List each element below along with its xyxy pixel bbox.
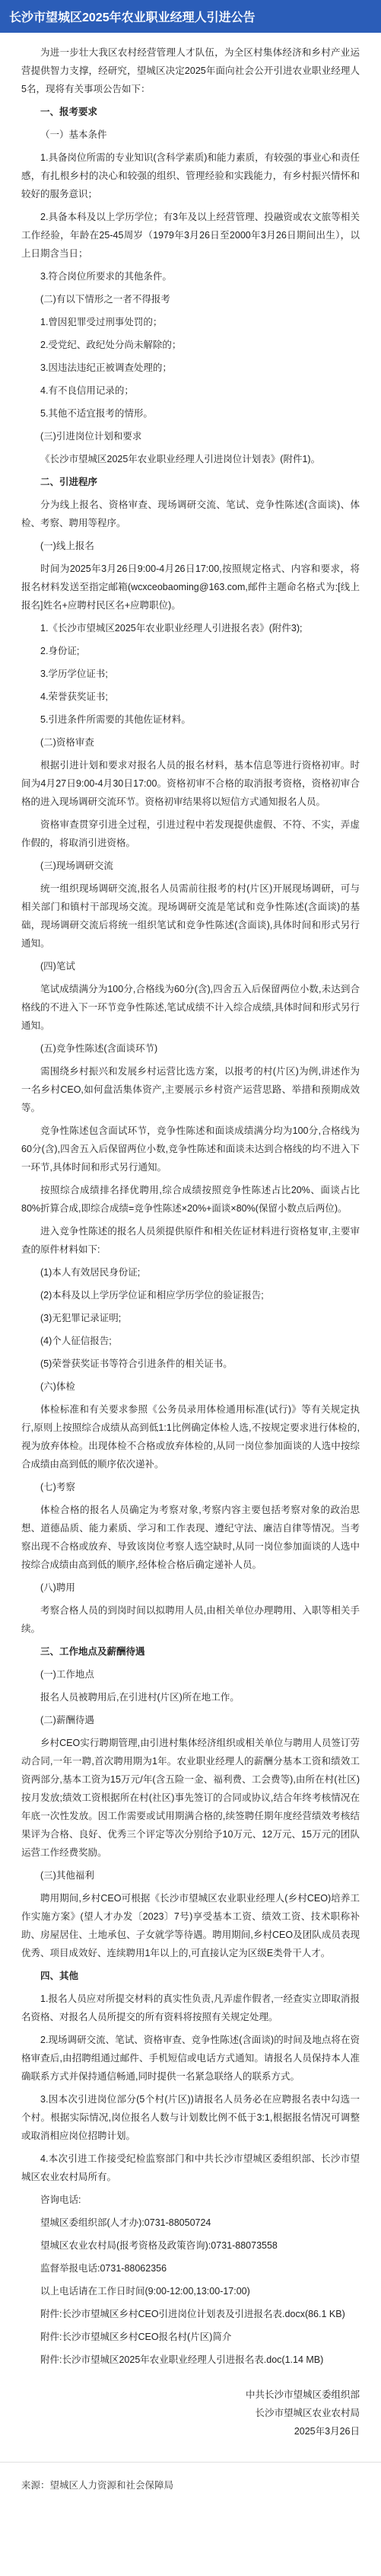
paragraph: 为进一步壮大我区农村经营管理人才队伍，为全区村集体经济和乡村产业运营提供智力支撑，经研究，望城区决定2025年面向社会公开引进农业职业经理人5名，现将有关事项公告如下： [21,47,360,94]
signature-org-1: 中共长沙市望城区委组织部 [245,2389,360,2400]
paragraph: (三)引进岗位计划和要求 [40,431,142,442]
paragraph: (4)个人征信报告; [40,1336,112,1346]
paragraph: (二)薪酬待遇 [40,1715,94,1725]
paragraph: 1.报名人员应对所提交材料的真实性负责,凡弄虚作假者,一经查实立即取消报名资格、对报名人员所提交的所有资料将按照有关规定处理。 [21,1993,360,2022]
paragraph: 分为线上报名、资格审查、现场调研交流、笔试、竞争性陈述(含面谈)、体检、考察、聘用等程序。 [21,500,360,528]
source-line: 来源：望城区人力资源和社会保障局 [21,2480,174,2491]
paragraph: 时间为2025年3月26日9:00-4月26日17:00,按照规定格式、内容和要求，将报名材料发送至指定邮箱(wcxceobaoming@163.com,邮件主题命名格式为:[线上报名]姓名+应聘村民区名+应聘职位)。 [21,563,360,611]
paragraph: (5)荣誉获奖证书等符合引进条件的相关证书。 [40,1358,233,1369]
paragraph: 2.受党纪、政纪处分尚未解除的； [40,340,182,350]
paragraph: 根据引进计划和要求对报名人员的报名材料，基本信息等进行资格初审。时间为4月27日9:00-4月30日17:00。资格初审不合格的取消报考资格，资格初审合格的进入现场调研交流环节。资格初审结果将以短信方式通知报名人员。 [21,760,360,807]
paragraph: 统一组织现场调研交流,报名人员需前往报考的村(片区)开展现场调研，可与相关部门和镇村干部现场交流。现场调研交流是笔试和竞争性陈述(含面谈)的基础，现场调研交流后将统一组织笔试和竞争性陈述(含面谈),具体时间和形式另行通知。 [21,883,360,949]
paragraph: 咨询电话: [40,2195,81,2205]
paragraph: 乡村CEO实行聘期管理,由引进村集体经济组织或相关单位与聘用人员签订劳动合同,一年一聘,首次聘用期为1年。农业职业经理人的薪酬分基本工资和绩效工资两部分,基本工资为15万元/年(含五险一金、福利费、工会费等),由所在村(社区)按月发放;绩效工资根据所在村(社区)事先签订的合同或协议,结合年终考核情况在年底一次性发放。因工作需要或试用期满合格的,续签聘任期年度经营绩效考核结果评为合格、良好、优秀三个评定等次分别给予10万元、12万元、15万元的团队运营工作经费奖励。 [21,1738,360,1858]
paragraph: 4.本次引进工作接受纪检监察部门和中共长沙市望城区委组织部、长沙市望城区农业农村局所有。 [21,2153,360,2182]
paragraph: (1)本人有效居民身份证; [40,1267,141,1278]
page-title: 长沙市望城区2025年农业职业经理人引进公告 [0,0,381,33]
paragraph: 按照综合成绩排名择优聘用,综合成绩按照竞争性陈述占比20%、面谈占比80%折算合成,即综合成绩=竞争性陈述×20%+面谈×80%(保留小数点后两位)。 [21,1185,360,1214]
paragraph: 考察合格人员的到岗时间以拟聘用人员,由相关单位办理聘用、入职等相关手续。 [21,1605,360,1634]
paragraph: (一)线上报名 [40,541,94,551]
paragraph: 资格审查贯穿引进全过程，引进过程中若发现提供虚假、不符、不实，弄虚作假的，将取消引进资格。 [21,819,360,848]
divider [0,2462,381,2463]
paragraph: 监督举报电话:0731-88062356 [40,2263,167,2274]
paragraph: 望城区委组织部(人才办):0731-88050724 [40,2217,211,2228]
section-heading: 一、报考要求 [40,107,98,117]
paragraph: 5.其他不适宜报考的情形。 [40,408,153,419]
paragraph: 3.因本次引进岗位部分(5个村(片区))请报名人员务必在应聘报名表中勾选一个村。根据实际情况,岗位报名人数与计划数比例不低于3:1,根据报名情况可调整或取消相应岗位招聘计划。 [21,2094,360,2141]
paragraph: 聘用期间,乡村CEO可根据《长沙市望城区农业职业经理人(乡村CEO)培养工作实施方案》(望人才办发〔2023〕7号)享受基本工资、绩效工资、技术职称补助、房屋居住、土地承包、子女就学等待遇。聘用期间,乡村CEO及团队成员表现优秀、项目成效好、连续聘用1年以上的,可直接认定为区级E类骨干人才。 [21,1893,360,1958]
paragraph: 需围绕乡村振兴和发展乡村运营比选方案，以报考的村(片区)为例,讲述作为一名乡村CEO,如何盘活集体资产,主要展示乡村资产运营思路、举措和预期成效等。 [21,1066,360,1113]
paragraph: (三)其他福利 [40,1870,94,1881]
paragraph: (二)资格审查 [40,737,94,748]
paragraph: 竞争性陈述包含面试环节，竞争性陈述和面谈成绩满分均为100分,合格线为60分(含),四舍五入后保留两位小数,竞争性陈述和面谈未达到合格线的均不进入下一环节,具体时间和形式另行通知。 [21,1125,360,1173]
section-heading: 三、工作地点及薪酬待遇 [40,1646,145,1657]
paragraph: 附件:长沙市望城区乡村CEO引进岗位计划表及引进报名表.docx(86.1 KB) [40,2309,345,2319]
paragraph: 1.曾因犯罪受过刑事处罚的； [40,317,163,327]
paragraph: 笔试成绩满分为100分,合格线为60分(含),四舍五入后保留两位小数,未达到合格线的不进入下一环节竞争性陈述,笔试成绩不计入综合成绩,具体时间和形式另行通知。 [21,984,360,1031]
article-body [0,33,381,2381]
paragraph: (五)竞争性陈述(含面谈环节) [40,1043,158,1054]
paragraph: (七)考察 [40,1482,75,1492]
paragraph: 4.有不良信用记录的； [40,385,134,396]
paragraph: 2.现场调研交流、笔试、资格审查、竞争性陈述(含面谈)的时间及地点将在资格审查后,由招聘组通过邮件、手机短信或电话方式通知。请报名人员保持本人准确联系方式并保持通信畅通,同时提供一名紧急联络人的联系方式。 [21,2035,360,2082]
paragraph: 3.学历学位证书; [40,669,108,679]
paragraph: 2.身份证; [40,646,80,656]
paragraph: (六)体检 [40,1381,75,1392]
paragraph: （一）基本条件 [40,129,107,140]
section-heading: 四、其他 [40,1971,79,1981]
paragraph: 进入竞争性陈述的报名人员须提供原件和相关佐证材料进行资格复审,主要审查的原件材料如下: [21,1226,360,1255]
paragraph: 4.荣誉获奖证书; [40,691,108,702]
paragraph: 附件:长沙市望城区2025年农业职业经理人引进报名表.doc(1.14 MB) [40,2354,324,2365]
section-heading: 二、引进程序 [40,477,98,487]
signature-org-2: 长沙市望城区农业农村局 [255,2408,360,2418]
paragraph: 望城区农业农村局(报考资格及政策咨询):0731-88073558 [40,2240,278,2251]
paragraph: 以上电话请在工作日时间(9:00-12:00,13:00-17:00) [40,2286,250,2297]
signature-date: 2025年3月26日 [294,2426,360,2437]
paragraph: (三)现场调研交流 [40,860,113,871]
paragraph: 《长沙市望城区2025年农业职业经理人引进岗位计划表》(附件1)。 [40,454,321,464]
paragraph: 2.具备本科及以上学历学位；有3年及以上经营管理、投融资或农文旅等相关工作经验，年龄在25-45周岁（1979年3月26日至2000年3月26日期间出生），以上日期含当日； [21,212,360,259]
paragraph: (一)工作地点 [40,1669,94,1680]
paragraph: (八)聘用 [40,1582,75,1593]
paragraph: (二)有以下情形之一者不得报考 [40,294,170,305]
paragraph: 1.具备岗位所需的专业知识(含科学素质)和能力素质，有较强的事业心和责任感，有扎根乡村的决心和较强的组织、管理经验和实践能力，有乡村振兴情怀和较好的服务意识； [21,152,360,200]
paragraph: 3.因违法违纪正被调查处理的； [40,362,172,373]
paragraph: (2)本科及以上学历学位证和相应学历学位的验证报告; [40,1290,264,1301]
paragraph: 体检标准和有关要求参照《公务员录用体检通用标准(试行)》等有关规定执行,原则上按照综合成绩从高到低1:1比例确定体检人选,不按规定要求进行体检的,视为放弃体检。出现体检不合格或放弃体检的,从同一岗位参加面谈的人选中按综合成绩由高到低的顺序依次递补。 [21,1404,360,1470]
paragraph: 3.符合岗位所要求的其他条件。 [40,271,172,282]
paragraph: 1.《长沙市望城区2025年农业职业经理人引进报名表》(附件3); [40,623,303,634]
paragraph: 5.引进条件所需要的其他佐证材料。 [40,714,191,725]
signature-block [0,2381,381,2454]
paragraph: 报名人员被聘用后,在引进村(片区)所在地工作。 [40,1692,240,1703]
paragraph: 体检合格的报名人员确定为考察对象,考察内容主要包括考察对象的政治思想、道德品质、能力素质、学习和工作表现、遵纪守法、廉洁自律等情况。当考察出现不合格或放弃、导致该岗位考察人选空缺时,从同一岗位参加面谈的人选中按综合成绩由高到低的顺序,经体检合格后确定递补人员。 [21,1505,360,1570]
paragraph: (3)无犯罪记录证明; [40,1313,122,1323]
paragraph: 附件:长沙市望城区乡村CEO报名村(片区)简介 [40,2332,232,2342]
paragraph: (四)笔试 [40,961,75,972]
